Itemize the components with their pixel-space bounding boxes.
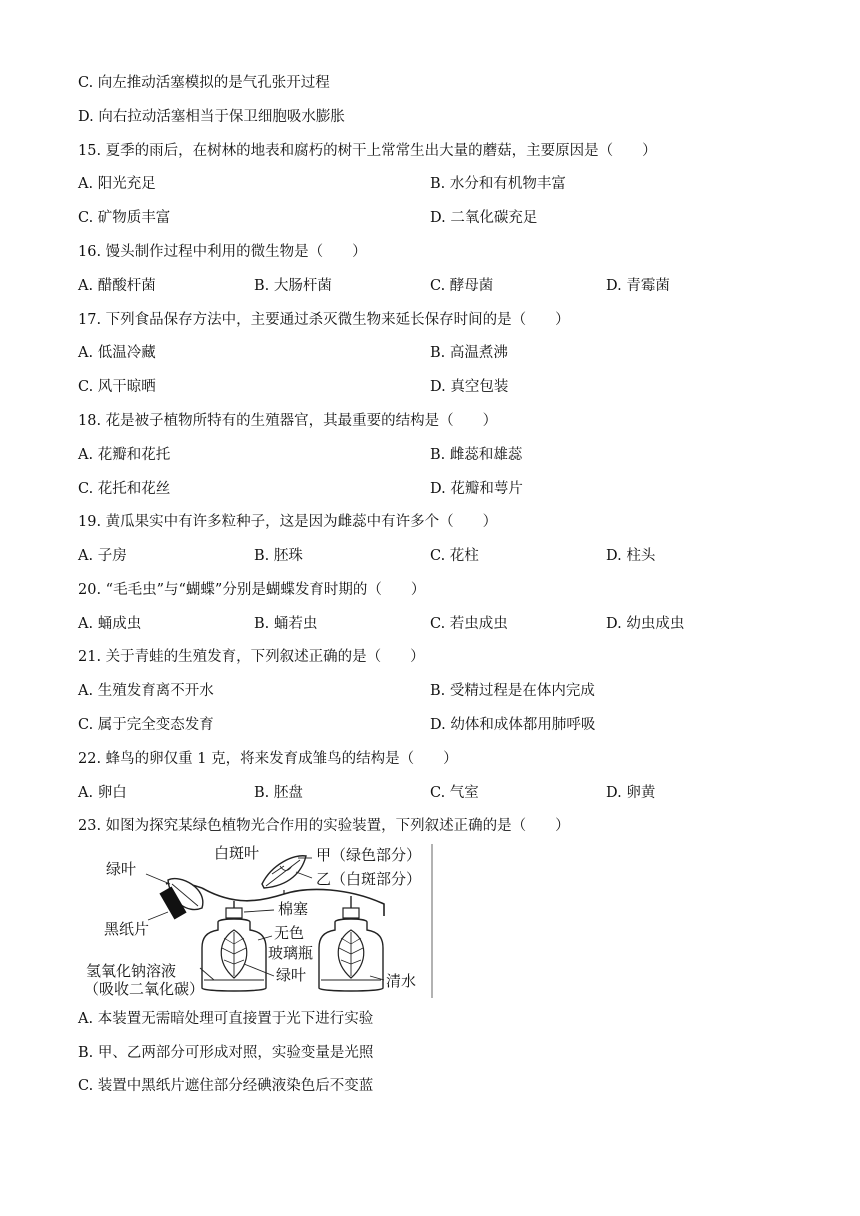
q23-stem: 23. 如图为探究某绿色植物光合作用的实验装置，下列叙述正确的是（ ） bbox=[78, 818, 570, 834]
q14-option-d: D. 向右拉动活塞相当于保卫细胞吸水膨胀 bbox=[78, 109, 345, 125]
q20-option-d: D. 幼虫成虫 bbox=[606, 616, 685, 632]
q19-option-c: C. 花柱 bbox=[430, 548, 479, 564]
q18-option-a: A. 花瓣和花托 bbox=[78, 447, 171, 463]
q17-option-c: C. 风干晾晒 bbox=[78, 379, 156, 395]
label-water: 清水 bbox=[386, 972, 417, 990]
q14-option-c: C. 向左推动活塞模拟的是气孔张开过程 bbox=[78, 75, 330, 91]
q22-option-a: A. 卵白 bbox=[78, 785, 127, 801]
q19-stem: 19. 黄瓜果实中有许多粒种子，这是因为雌蕊中有许多个（ ） bbox=[78, 514, 498, 530]
cotton-plug-pointer bbox=[244, 910, 274, 912]
label-colorless: 无色 bbox=[274, 924, 305, 942]
yi-pointer bbox=[296, 872, 312, 878]
q22-option-b: B. 胚盘 bbox=[254, 785, 303, 801]
label-white-spot-leaf: 白斑叶 bbox=[214, 844, 260, 862]
q23-option-b: B. 甲、乙两部分可形成对照，实验变量是光照 bbox=[78, 1045, 374, 1061]
q23-option-a: A. 本装置无需暗处理可直接置于光下进行实验 bbox=[78, 1011, 374, 1027]
q15-option-c: C. 矿物质丰富 bbox=[78, 210, 171, 226]
q22-option-c: C. 气室 bbox=[430, 785, 479, 801]
label-black-paper: 黑纸片 bbox=[104, 920, 150, 938]
right-cotton-plug bbox=[343, 908, 359, 918]
q22-stem: 22. 蜂鸟的卵仅重 1 克，将来发育成雏鸟的结构是（ ） bbox=[78, 751, 458, 767]
label-naoh-note: （吸收二氧化碳） bbox=[84, 980, 205, 998]
label-glass-bottle: 玻璃瓶 bbox=[268, 944, 314, 962]
q17-option-a: A. 低温冷藏 bbox=[78, 345, 156, 361]
q17-stem: 17. 下列食品保存方法中，主要通过杀灭微生物来延长保存时间的是（ ） bbox=[78, 312, 570, 328]
label-green-leaf-bottom: 绿叶 bbox=[276, 966, 307, 984]
q23-option-c: C. 装置中黑纸片遮住部分经碘液染色后不变蓝 bbox=[78, 1078, 374, 1094]
q21-option-c: C. 属于完全变态发育 bbox=[78, 717, 214, 733]
q21-stem: 21. 关于青蛙的生殖发育，下列叙述正确的是（ ） bbox=[78, 649, 425, 665]
label-cotton-plug: 棉塞 bbox=[278, 900, 309, 918]
q16-option-b: B. 大肠杆菌 bbox=[254, 278, 332, 294]
q21-option-d: D. 幼体和成体都用肺呼吸 bbox=[430, 717, 596, 733]
q20-stem: 20. “毛毛虫”与“蝴蝶”分别是蝴蝶发育时期的（ ） bbox=[78, 582, 426, 598]
q15-stem: 15. 夏季的雨后，在树林的地表和腐朽的树干上常常生出大量的蘑菇，主要原因是（ ） bbox=[78, 143, 657, 159]
q16-option-c: C. 酵母菌 bbox=[430, 278, 494, 294]
q19-option-a: A. 子房 bbox=[78, 548, 127, 564]
q15-option-b: B. 水分和有机物丰富 bbox=[430, 176, 566, 192]
q16-option-d: D. 青霉菌 bbox=[606, 278, 670, 294]
q18-option-d: D. 花瓣和萼片 bbox=[430, 481, 523, 497]
q16-stem: 16. 馒头制作过程中利用的微生物是（ ） bbox=[78, 244, 367, 260]
q17-option-b: B. 高温煮沸 bbox=[430, 345, 508, 361]
q18-option-b: B. 雌蕊和雄蕊 bbox=[430, 447, 523, 463]
green-leaf-pointer bbox=[146, 874, 170, 884]
q17-option-d: D. 真空包装 bbox=[430, 379, 509, 395]
photosynthesis-apparatus-figure bbox=[84, 844, 436, 1000]
label-naoh: 氢氧化钠溶液 bbox=[86, 962, 177, 980]
black-paper-pointer bbox=[148, 912, 168, 920]
apparatus-diagram bbox=[84, 844, 436, 1000]
q22-option-d: D. 卵黄 bbox=[606, 785, 656, 801]
q20-option-b: B. 蛹若虫 bbox=[254, 616, 318, 632]
label-yi: 乙（白斑部分） bbox=[316, 870, 422, 888]
q21-option-b: B. 受精过程是在体内完成 bbox=[430, 683, 595, 699]
q21-option-a: A. 生殖发育离不开水 bbox=[78, 683, 214, 699]
q15-option-d: D. 二氧化碳充足 bbox=[430, 210, 538, 226]
q20-option-a: A. 蛹成虫 bbox=[78, 616, 142, 632]
q20-option-c: C. 若虫成虫 bbox=[430, 616, 508, 632]
q18-option-c: C. 花托和花丝 bbox=[78, 481, 171, 497]
label-green-leaf-top: 绿叶 bbox=[106, 860, 137, 878]
q19-option-d: D. 柱头 bbox=[606, 548, 656, 564]
q19-option-b: B. 胚珠 bbox=[254, 548, 303, 564]
q16-option-a: A. 醋酸杆菌 bbox=[78, 278, 156, 294]
q15-option-a: A. 阳光充足 bbox=[78, 176, 156, 192]
left-cotton-plug bbox=[226, 908, 242, 918]
q18-stem: 18. 花是被子植物所特有的生殖器官，其最重要的结构是（ ） bbox=[78, 413, 498, 429]
label-jia: 甲（绿色部分） bbox=[316, 846, 422, 864]
